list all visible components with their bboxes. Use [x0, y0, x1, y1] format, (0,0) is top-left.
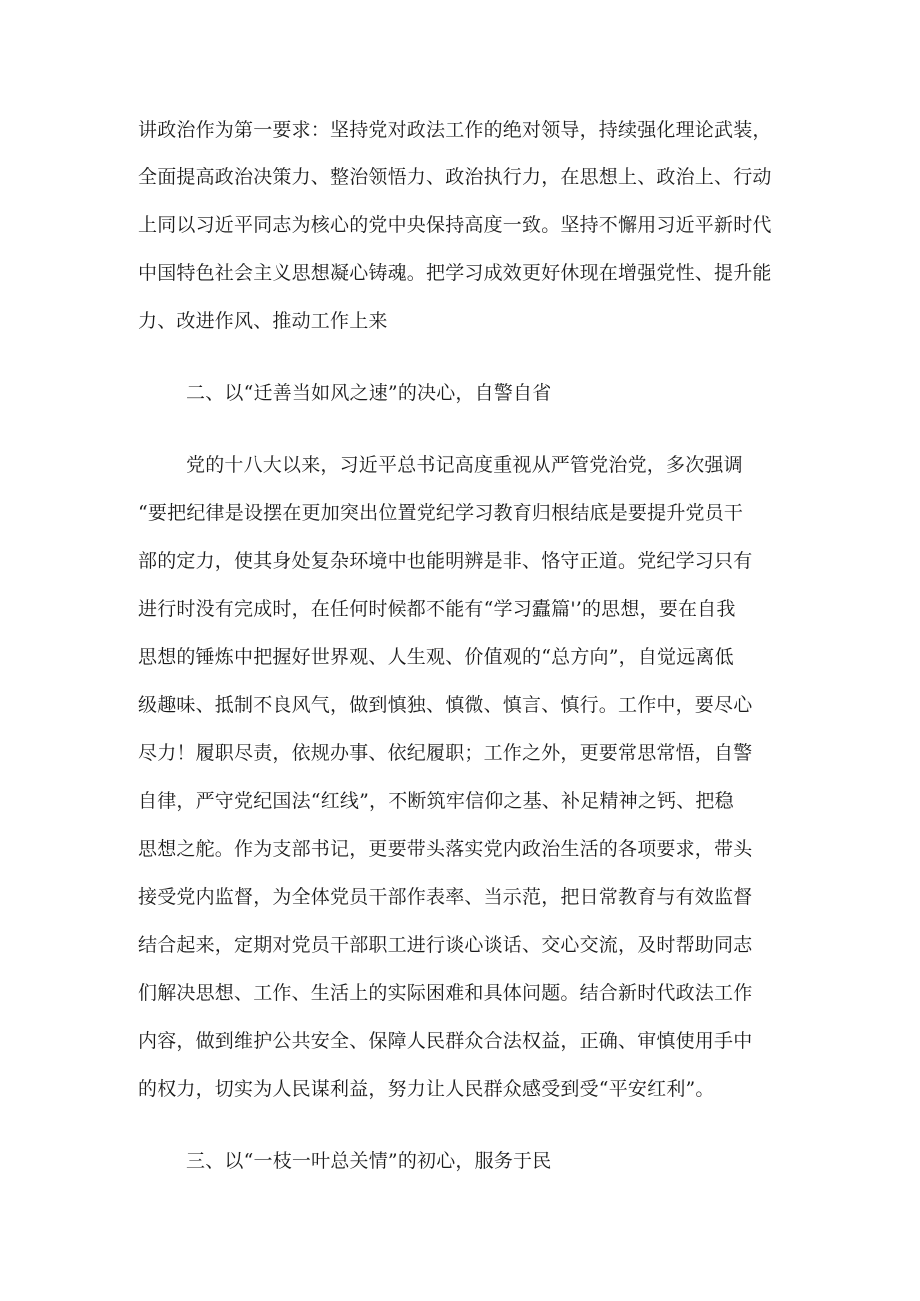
paragraph-2-line-6: 级趣味、抵制不良风气，做到慎独、慎微、慎言、慎行。工作中，要尽心 [138, 694, 753, 716]
paragraph-2-line-4: 进行时没有完成时，在任何时候都不能有“学习蠹篇'’的思想，要在自我 [138, 598, 736, 620]
paragraph-2-line-9: 思想之舵。作为支部书记，更要带头落实党内政治生活的各项要求，带头 [138, 838, 753, 860]
paragraph-2-line-7: 尽力！履职尽责，依规办事、依纪履职；工作之外，更要常思常悟，自警 [138, 742, 753, 764]
paragraph-2-line-3: 部的定力，使其身处复杂环境中也能明辨是非、恪守正道。党纪学习只有 [138, 550, 753, 572]
paragraph-2-line-12: 们解决思想、工作、生活上的实际困难和具体问题。结合新时代政法工作 [138, 982, 753, 1004]
paragraph-2-line-1: 党的十八大以来，习近平总书记高度重视从严管党治党，多次强调 [186, 454, 743, 476]
paragraph-1-line-2: 全面提高政治决策力、整治领悟力、政治执行力，在思想上、政治上、行动 [138, 166, 772, 188]
paragraph-1-line-1: 讲政治作为第一要求：坚持党对政法工作的绝对领导，持续强化理论武装， [138, 119, 772, 141]
section-heading-2: 二、以“迁善当如风之速”的决心，自警自省 [186, 382, 552, 404]
section-heading-3: 三、以“一枝一叶总关情”的初心，服务于民 [186, 1150, 552, 1172]
paragraph-2-line-10: 接受党内监督，为全体党员干部作表率、当示范，把日常教育与有效监督 [138, 886, 753, 908]
paragraph-2-line-2: “要把纪律是设摆在更加突出位置党纪学习教育归根结底是要提升党员干 [138, 502, 744, 524]
paragraph-2-line-14: 的权力，切实为人民谋利益，努力让人民群众感受到受“平安红利”。 [138, 1078, 715, 1100]
paragraph-2-line-13: 内容，做到维护公共安全、保障人民群众合法权益，正确、审慎使用手中 [138, 1030, 753, 1052]
paragraph-2-line-8: 自律，严守党纪国法“红线”，不断筑牢信仰之基、补足精神之钙、把稳 [138, 790, 734, 812]
paragraph-2-line-11: 结合起来，定期对党员干部职工进行谈心谈话、交心交流，及时帮助同志 [138, 934, 753, 956]
paragraph-1-line-3: 上同以习近平同志为核心的党中央保持高度一致。坚持不懈用习近平新时代 [138, 214, 772, 236]
paragraph-1-line-4: 中国特色社会主义思想凝心铸魂。把学习成效更好休现在增强党性、提升能 [138, 262, 772, 284]
paragraph-2-line-5: 思想的锤炼中把握好世界观、人生观、价值观的“总方向”，自觉远离低 [138, 646, 734, 668]
paragraph-1-line-5: 力、改进作风、推动工作上来 [138, 310, 388, 332]
